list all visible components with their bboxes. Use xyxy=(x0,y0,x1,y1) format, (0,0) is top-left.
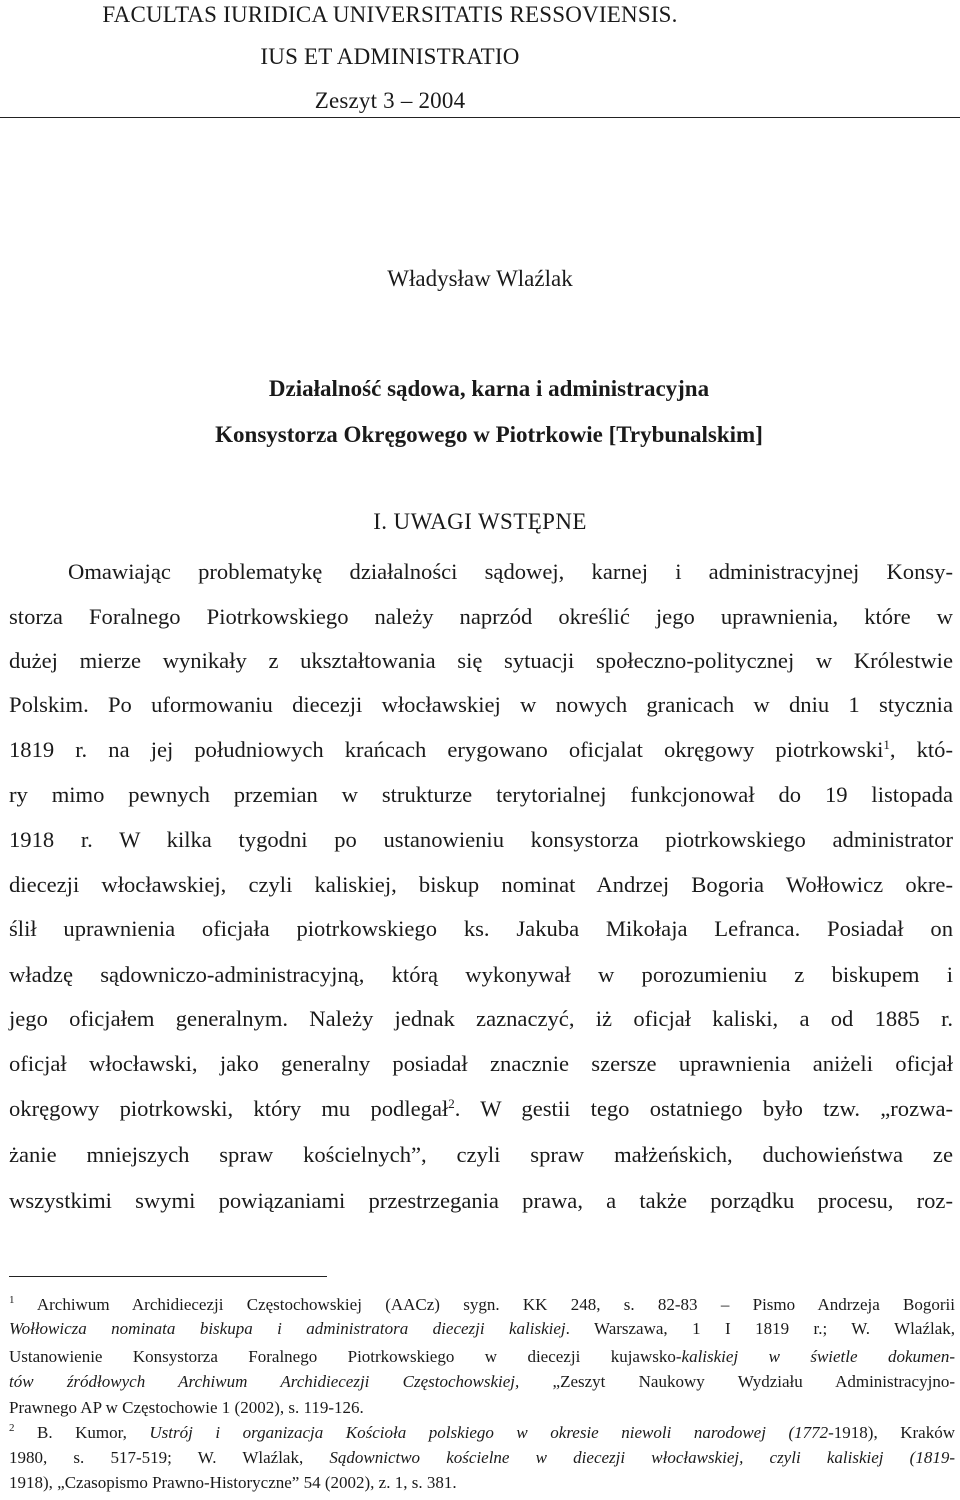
body-line: jego oficjałem generalnym. Należy jednak zaznaczyć, iż oficjał kaliski, a od 1885 r. xyxy=(9,1006,953,1031)
body-line: Omawiając problematykę działalności sądowej, karnej i administracyjnej Konsy- xyxy=(68,559,953,584)
body-text: . W gestii tego ostatniego było tzw. „rozwa- xyxy=(454,1096,954,1121)
body-line xyxy=(9,1094,953,1124)
footnote-italic-text: Ustrój i organizacja Kościoła polskiego w okresie niewoli narodowej (1772 xyxy=(149,1423,829,1442)
body-line: oficjał włocławski, jako generalny posiadał znacznie szersze uprawnienia aniżeli oficjał xyxy=(9,1051,953,1076)
body-line: storza Foralnego Piotrkowskiego należy naprzód określić jego uprawnienia, które w xyxy=(9,604,953,629)
footnote-1-line: Prawnego AP w Częstochowie 1 (2002), s. 119-126. xyxy=(9,1398,364,1417)
body-text: okręgowy piotrkowski, który mu podlegał xyxy=(9,1096,449,1121)
body-line: ślił uprawnienia oficjała piotrkowskiego ks. Jakuba Mikołaja Lefranca. Posiadał on xyxy=(9,916,953,941)
body-line: Polskim. Po uformowaniu diecezji włocławskiej w nowych granicach w dniu 1 stycznia xyxy=(9,692,953,717)
footnote-divider xyxy=(9,1276,327,1277)
footnote-1-line xyxy=(9,1294,955,1316)
footnote-italic-text: tów źródłowych Archiwum Archidiecezji Częstochowskiej, xyxy=(9,1372,520,1391)
footnote-text: . Warszawa, 1 I 1819 r.; W. Wlaźlak, xyxy=(565,1319,956,1338)
journal-header-line-3: Zeszyt 3 – 2004 xyxy=(314,88,466,113)
footnote-text: -1918), Kraków xyxy=(828,1423,955,1442)
footnote-2-line: 1918), „Czasopismo Prawno-Historyczne” 54 (2002), z. 1, s. 381. xyxy=(9,1473,457,1492)
section-heading: I. UWAGI WSTĘPNE xyxy=(373,509,587,534)
journal-header-line-2: IUS ET ADMINISTRATIO xyxy=(260,44,520,69)
body-line: diecezji włocławskiej, czyli kaliskiej, biskup nominat Andrzej Bogoria Wołłowicz okre- xyxy=(9,872,953,897)
body-text: , któ- xyxy=(889,737,953,762)
footnote-2-line xyxy=(9,1422,955,1444)
body-line: 1918 r. W kilka tygodni po ustanowieniu konsystorza piotrkowskiego administrator xyxy=(9,827,953,852)
journal-header-line-1: FACULTAS IURIDICA UNIVERSITATIS RESSOVIENSIS. xyxy=(102,2,678,27)
footnote-1-line xyxy=(9,1346,955,1368)
author-name: Władysław Wlaźlak xyxy=(387,266,573,291)
footnote-number-1: 1 xyxy=(9,1294,15,1306)
article-title-line-2: Konsystorza Okręgowego w Piotrkowie [Trybunalskim] xyxy=(215,422,763,447)
footnote-text: Ustanowienie Konsystorza Foralnego Piotrkowskiego w diecezji kujawsko- xyxy=(9,1347,682,1366)
header-divider xyxy=(0,117,960,118)
footnote-ref-1: 1 xyxy=(883,737,890,752)
footnote-italic-text: kaliskiej w świetle dokumen- xyxy=(681,1347,955,1366)
footnote-2-line xyxy=(9,1447,955,1469)
body-line: ry mimo pewnych przemian w strukturze terytorialnej funkcjonował do 19 listopada xyxy=(9,782,953,807)
footnote-number-2: 2 xyxy=(9,1422,15,1434)
footnote-1-line xyxy=(9,1371,955,1393)
footnote-1-line xyxy=(9,1318,955,1340)
footnote-text: 1980, s. 517-519; W. Wlaźlak, xyxy=(9,1448,330,1467)
body-line: władzę sądowniczo-administracyjną, którą wykonywał w porozumieniu z biskupem i xyxy=(9,962,953,987)
body-text: 1819 r. na jej południowych krańcach erygowano oficjalat okręgowy piotrkowski xyxy=(9,737,884,762)
body-line: dużej mierze wynikały z ukształtowania się sytuacji społeczno-politycznej w Królestwie xyxy=(9,648,953,673)
footnote-text: Archiwum Archidiecezji Częstochowskiej (AACz) sygn. KK 248, s. 82-83 – Pismo Andrzeja Bogorii xyxy=(14,1295,955,1314)
body-line: żanie mniejszych spraw kościelnych”, czyli spraw małżeńskich, duchowieństwa ze xyxy=(9,1142,953,1167)
footnote-italic-text: Wołłowicza nominata biskupa i administratora diecezji kaliskiej xyxy=(9,1319,566,1338)
footnote-text: B. Kumor, xyxy=(14,1423,150,1442)
body-line: wszystkimi swymi powiązaniami przestrzegania prawa, a także porządku procesu, roz- xyxy=(9,1188,953,1213)
article-title-line-1: Działalność sądowa, karna i administracyjna xyxy=(268,376,710,401)
body-line xyxy=(9,735,953,765)
footnote-ref-2: 2 xyxy=(448,1096,455,1111)
footnote-text: „Zeszyt Naukowy Wydziału Administracyjno- xyxy=(519,1372,955,1391)
footnote-italic-text: Sądownictwo kościelne w diecezji włocławskiej, czyli kaliskiej (1819- xyxy=(329,1448,955,1467)
